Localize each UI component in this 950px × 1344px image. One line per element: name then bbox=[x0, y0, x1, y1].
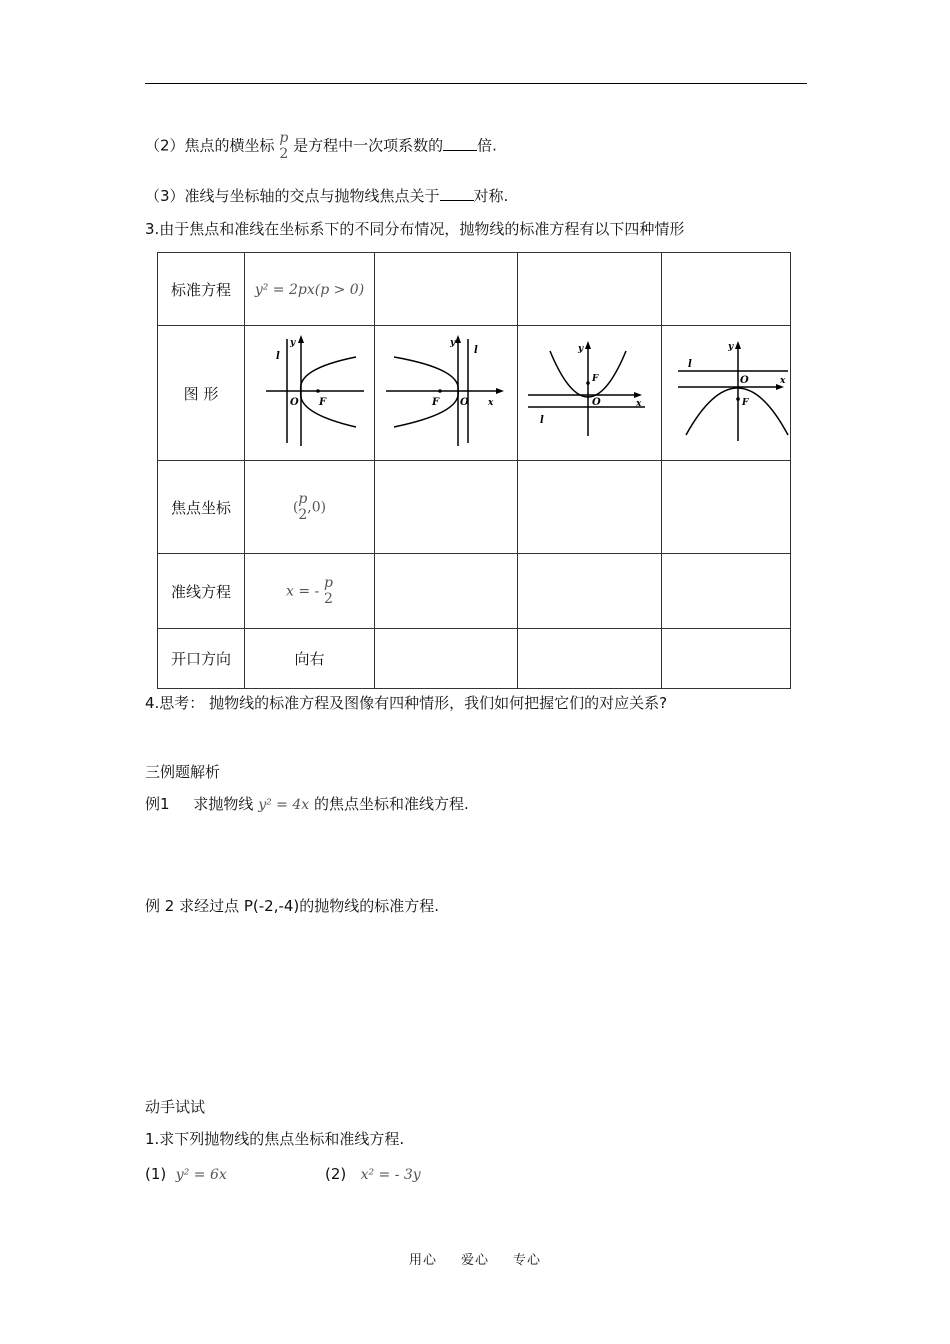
page-footer: 用心 爱心 专心 bbox=[408, 1253, 542, 1268]
graph-left-opening bbox=[376, 331, 516, 451]
origin-label: O bbox=[740, 375, 749, 386]
item-3-end: 对称. bbox=[473, 187, 509, 205]
parabola-table bbox=[157, 252, 791, 689]
row-label: 图 形 bbox=[158, 326, 245, 461]
item-4: 4.思考： 抛物线的标准方程及图像有四种情形，我们如何把握它们的对应关系? bbox=[145, 694, 668, 712]
origin-label: O bbox=[460, 397, 469, 408]
y-axis-label: y bbox=[289, 338, 295, 348]
item-2-end: 倍. bbox=[477, 136, 497, 155]
directrix-cell: x = - p 2 bbox=[245, 554, 375, 629]
direction-cell: 向右 bbox=[245, 629, 375, 689]
graph-up-opening bbox=[520, 331, 660, 451]
header-rule bbox=[145, 83, 807, 84]
graph-cell-3 bbox=[518, 326, 662, 461]
y-axis-label: y bbox=[450, 338, 456, 348]
fraction-denominator: 2 bbox=[279, 146, 289, 162]
row-label: 焦点坐标 bbox=[158, 461, 245, 554]
focus-cell: ( p 2 ,0) bbox=[245, 461, 375, 554]
graph-cell-4 bbox=[662, 326, 791, 461]
item-2-text: （2）焦点的横坐标 bbox=[145, 136, 275, 155]
item-2 bbox=[145, 130, 497, 162]
x-axis-label: x bbox=[635, 399, 641, 409]
equation: y² = 2px(p > 0) bbox=[254, 282, 365, 298]
item-3-title: 3.由于焦点和准线在坐标系下的不同分布情况，抛物线的标准方程有以下四种情形 bbox=[145, 220, 685, 238]
row-label: 开口方向 bbox=[158, 629, 245, 689]
graph-cell-2 bbox=[375, 326, 518, 461]
directrix-label: l bbox=[688, 359, 692, 370]
focus-label: F bbox=[432, 397, 440, 408]
graph-down-opening bbox=[662, 331, 790, 451]
table-row bbox=[158, 554, 791, 629]
y-axis-label: y bbox=[728, 342, 734, 352]
directrix-label: l bbox=[275, 351, 280, 362]
x-axis-label: x bbox=[488, 398, 494, 408]
graph-cell-1 bbox=[245, 326, 375, 461]
fill-blank[interactable] bbox=[443, 136, 477, 151]
practice-item-2: (2) x² = - 3y bbox=[325, 1165, 421, 1183]
table-row bbox=[158, 326, 791, 461]
item-2-suffix: 是方程中一次项系数的 bbox=[293, 136, 444, 155]
origin-label: O bbox=[591, 397, 601, 408]
example-2: 例 2 求经过点 P(-2,-4)的抛物线的标准方程. bbox=[145, 897, 440, 915]
directrix-label: l bbox=[539, 415, 544, 426]
focus-label: F bbox=[591, 374, 598, 384]
origin-label: O bbox=[289, 397, 299, 408]
row-label: 准线方程 bbox=[158, 554, 245, 629]
equation-cell bbox=[245, 253, 375, 326]
fraction: p 2 bbox=[298, 491, 308, 523]
item-3-text: （3）准线与坐标轴的交点与抛物线焦点关于 bbox=[145, 187, 440, 205]
practice-question: 1.求下列抛物线的焦点坐标和准线方程. bbox=[145, 1130, 405, 1148]
example-1: 例1 求抛物线 y² = 4x 的焦点坐标和准线方程. bbox=[145, 795, 469, 813]
fraction: p 2 bbox=[324, 575, 333, 607]
y-axis-label: y bbox=[577, 344, 583, 354]
table-row bbox=[158, 629, 791, 689]
fraction bbox=[279, 130, 288, 162]
fraction-numerator: p bbox=[279, 130, 289, 146]
focus-label: F bbox=[318, 397, 326, 408]
directrix-label: l bbox=[474, 345, 478, 356]
table-row bbox=[158, 253, 791, 326]
practice-title: 动手试试 bbox=[145, 1098, 206, 1116]
focus-label: F bbox=[742, 398, 749, 408]
graph-right-opening bbox=[246, 331, 374, 451]
section-title: 三例题解析 bbox=[145, 763, 221, 781]
table-row bbox=[158, 461, 791, 554]
item-3 bbox=[145, 186, 508, 206]
fill-blank[interactable] bbox=[440, 186, 474, 201]
x-axis-label: x bbox=[780, 376, 786, 386]
row-label: 标准方程 bbox=[158, 253, 245, 326]
practice-item-1: (1) y² = 6x bbox=[145, 1165, 227, 1183]
